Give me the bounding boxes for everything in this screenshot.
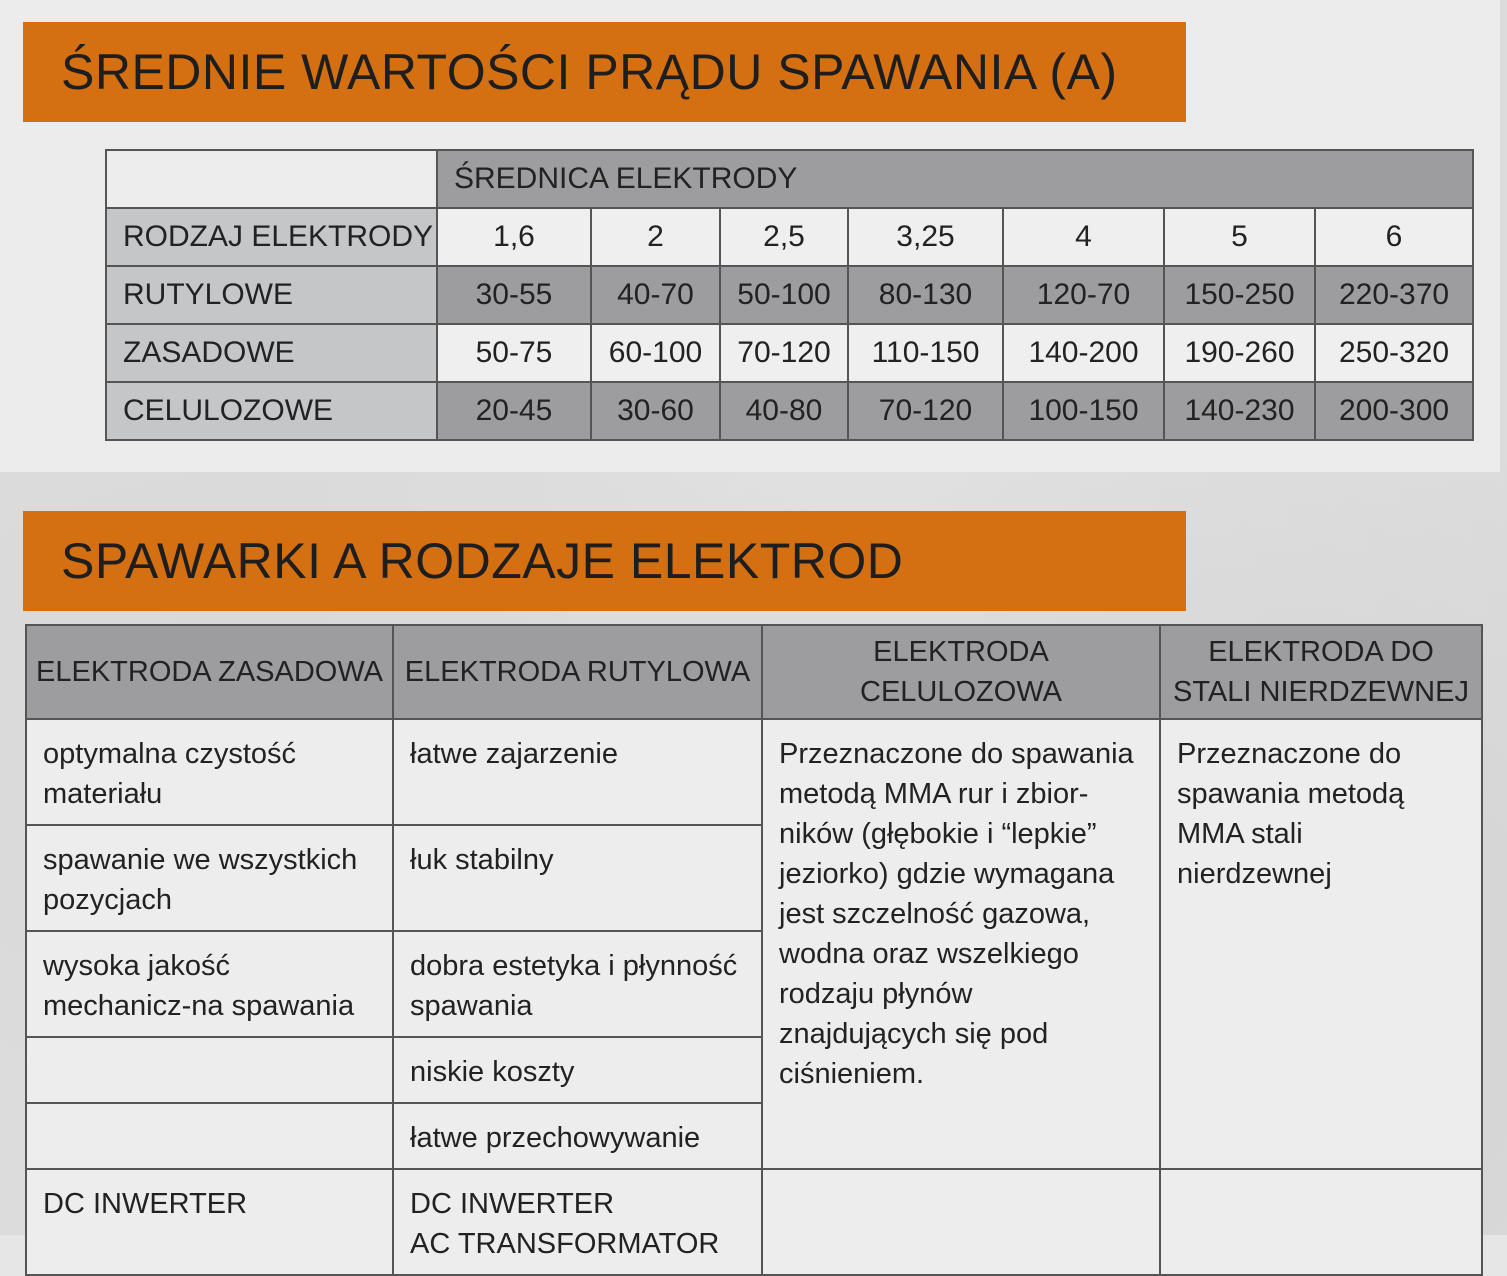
diameter-cell: 4 xyxy=(1003,208,1164,266)
diameter-cell: 6 xyxy=(1315,208,1473,266)
table-row xyxy=(106,324,1473,382)
value-cell: 40-80 xyxy=(720,382,848,440)
nierdzewna-description: Przeznaczone do spawania metodą MMA stali nierdzewnej xyxy=(1160,719,1482,1169)
rutylowa-feature: łuk stabilny xyxy=(393,825,762,931)
diameter-cell: 3,25 xyxy=(848,208,1003,266)
value-cell: 100-150 xyxy=(1003,382,1164,440)
rutylowa-machine: DC INWERTER AC TRANSFORMATOR xyxy=(393,1169,762,1275)
value-cell: 70-120 xyxy=(720,324,848,382)
electrode-types-table xyxy=(25,624,1483,1276)
value-cell: 50-100 xyxy=(720,266,848,324)
header-rutylowa: ELEKTRODA RUTYLOWA xyxy=(393,625,762,719)
section1-title: ŚREDNIE WARTOŚCI PRĄDU SPAWANIA (A) xyxy=(23,22,1186,122)
value-cell: 30-55 xyxy=(437,266,591,324)
header-nierdzewna: ELEKTRODA DO STALI NIERDZEWNEJ xyxy=(1160,625,1482,719)
nierdzewna-machine xyxy=(1160,1169,1482,1275)
value-cell: 220-370 xyxy=(1315,266,1473,324)
zasadowa-feature: spawanie we wszystkich pozycjach xyxy=(26,825,393,931)
value-cell: 200-300 xyxy=(1315,382,1473,440)
table-row xyxy=(106,382,1473,440)
rutylowa-feature: niskie koszty xyxy=(393,1037,762,1103)
rutylowa-feature: dobra estetyka i płynność spawania xyxy=(393,931,762,1037)
value-cell: 110-150 xyxy=(848,324,1003,382)
value-cell: 80-130 xyxy=(848,266,1003,324)
value-cell: 70-120 xyxy=(848,382,1003,440)
zasadowa-feature xyxy=(26,1103,393,1169)
welding-current-table xyxy=(105,149,1474,441)
value-cell: 140-230 xyxy=(1164,382,1315,440)
row-label-rutylowe: RUTYLOWE xyxy=(106,266,437,324)
diameter-cell: 5 xyxy=(1164,208,1315,266)
value-cell: 30-60 xyxy=(591,382,720,440)
value-cell: 120-70 xyxy=(1003,266,1164,324)
zasadowa-feature: optymalna czystość materiału xyxy=(26,719,393,825)
value-cell: 40-70 xyxy=(591,266,720,324)
value-cell: 20-45 xyxy=(437,382,591,440)
diameter-group-header: ŚREDNICA ELEKTRODY xyxy=(437,150,1473,208)
header-zasadowa: ELEKTRODA ZASADOWA xyxy=(26,625,393,719)
zasadowa-feature xyxy=(26,1037,393,1103)
corner-cell xyxy=(106,150,437,208)
row-header-label: RODZAJ ELEKTRODY xyxy=(106,208,437,266)
zasadowa-machine: DC INWERTER xyxy=(26,1169,393,1275)
header-celulozowa: ELEKTRODA CELULOZOWA xyxy=(762,625,1160,719)
row-label-celulozowe: CELULOZOWE xyxy=(106,382,437,440)
value-cell: 50-75 xyxy=(437,324,591,382)
rutylowa-feature: łatwe przechowywanie xyxy=(393,1103,762,1169)
row-label-zasadowe: ZASADOWE xyxy=(106,324,437,382)
diameter-cell: 1,6 xyxy=(437,208,591,266)
celulozowa-machine xyxy=(762,1169,1160,1275)
value-cell: 140-200 xyxy=(1003,324,1164,382)
diameter-cell: 2 xyxy=(591,208,720,266)
table-row xyxy=(106,150,1473,208)
value-cell: 150-250 xyxy=(1164,266,1315,324)
table-row xyxy=(26,1169,1482,1275)
section2-title: SPAWARKI A RODZAJE ELEKTROD xyxy=(23,511,1186,611)
value-cell: 190-260 xyxy=(1164,324,1315,382)
diameter-cell: 2,5 xyxy=(720,208,848,266)
value-cell: 60-100 xyxy=(591,324,720,382)
rutylowa-feature: łatwe zajarzenie xyxy=(393,719,762,825)
value-cell: 250-320 xyxy=(1315,324,1473,382)
table-row xyxy=(26,625,1482,719)
table-row xyxy=(26,719,1482,825)
table-row xyxy=(106,208,1473,266)
table-row xyxy=(106,266,1473,324)
celulozowa-description: Przeznaczone do spawania metodą MMA rur i zbior-ników (głębokie i “lepkie” jeziorko) gdzie wymagana jest szczelność gazowa, wodna oraz wszelkiego rodzaju płynów znajdujących się pod ciśnieniem. xyxy=(762,719,1160,1169)
zasadowa-feature: wysoka jakość mechanicz-na spawania xyxy=(26,931,393,1037)
